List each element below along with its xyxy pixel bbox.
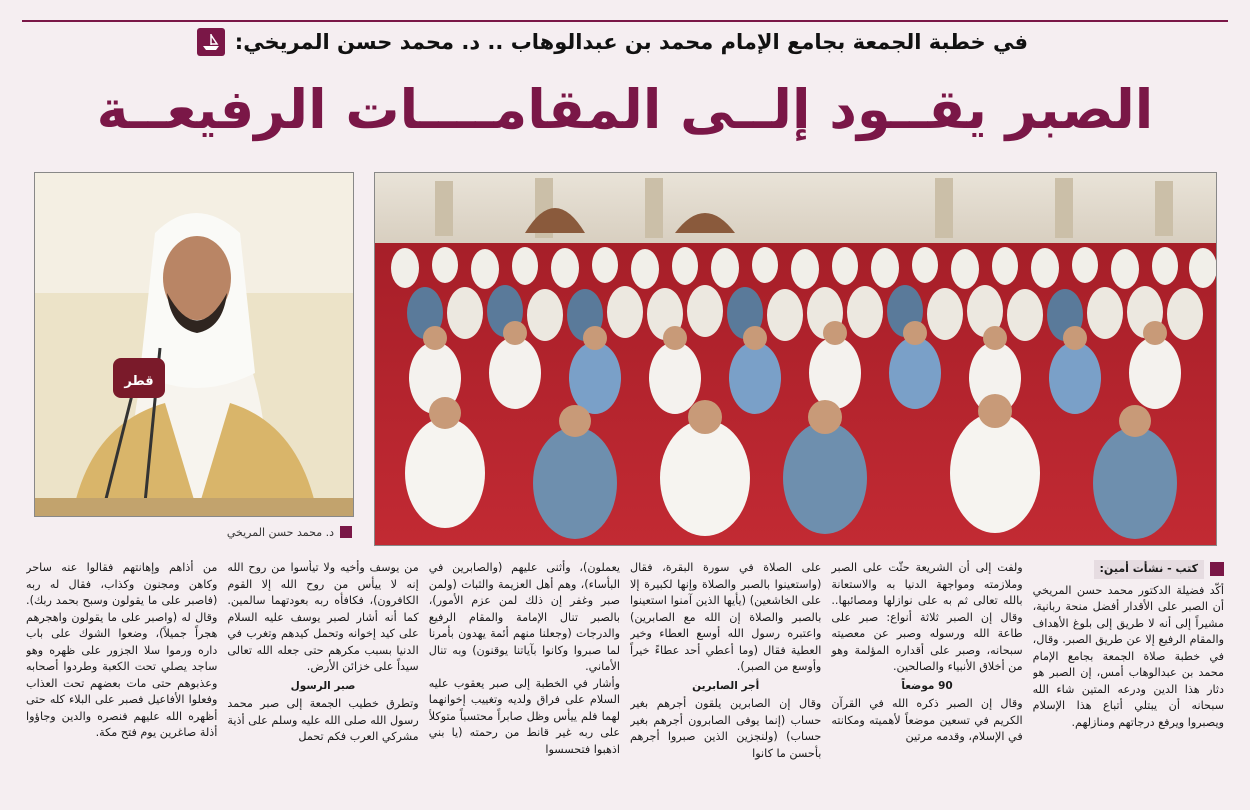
mosque-crowd-illustration: [375, 173, 1216, 545]
subheading: 90 موضعاً: [901, 679, 953, 692]
imam-caption-text: د. محمد حسن المريخي: [226, 525, 334, 539]
imam-photo: [34, 172, 354, 517]
paragraph: وقال إن الصابرين يلقون أجرهم بغير حساب (إنما يوفى الصابرون أجرهم بغير حساب) (ولنجزين الذين صبروا أجرهم بأحسن ما كانوا: [630, 697, 822, 760]
mic-logo-text: قطر: [124, 374, 154, 389]
article-columns: [26, 560, 1224, 800]
article-column-1: [1033, 560, 1224, 800]
paragraph: يعملون)، وأثنى عليهم (والصابرين في البأساء)، وهم أهل العزيمة والثبات (ولمن صبر وغفر إن ذلك لمن عزم الأمور)، بالصبر تنال الإمامة والمقام الرفيع والدرجات (وجعلنا منهم أئمة يهدون بأمرنا لما صبروا وكانوا بآياتنا يوقنون) وبه تنال الأماني.: [428, 561, 621, 673]
byline: كتب - نشأت أمين:: [1094, 560, 1204, 579]
subheading: صبر الرسول: [290, 679, 356, 692]
subheading: أجر الصابرين: [692, 679, 760, 692]
mosque-crowd-photo: [374, 172, 1217, 546]
caption-marker-icon: [340, 526, 352, 538]
paragraph: من يوسف وأخيه ولا تيأسوا من روح الله إنه لا ييأس من روح الله إلا القوم الكافرون)، فكافأه ربه بعودتهما سالمين. كما أنه أشار لصبر يوسف عليه السلام على كيد إخوانه وتحمل كيدهم وتغرب في الدنيا بسبب مكرهم حتى جعله الله تعالى سيداً على خزائن الأرض.: [227, 561, 419, 673]
paragraph: أكّد فضيلة الدكتور محمد حسن المريخي أن الصبر على الأقدار أفضل منحة ربانية، مشيراً إلى أنه لا طريق إلى بلوغ الأهداف والمقام الرفيع إلا عن طريق الصبر. وقال، في خطبة صلاة الجمعة بجامع الإمام محمد بن عبدالوهاب أمس، إن الصبر هو دثار هذا الدين ودرعه المتين شاء الله سبحانه أن يبتلي أتباع هذا الإسلام ويصبروا ويرفع درجاتهم ومنازلهم.: [1032, 583, 1224, 729]
imam-caption: [34, 523, 352, 541]
article-column-6: [26, 560, 217, 800]
imam-portrait-illustration: [35, 173, 353, 516]
section-marker-icon: [1210, 562, 1224, 576]
article-column-2: [831, 560, 1022, 800]
kicker: [197, 28, 1028, 56]
article-column-5: [227, 560, 418, 800]
paragraph: وتطرق خطيب الجمعة إلى صبر محمد رسول الله صلى الله عليه وسلم على أذية مشركي العرب فكم تحمل: [227, 697, 419, 743]
article-column-3: [630, 560, 821, 800]
top-rule: [22, 20, 1228, 22]
paragraph: ولفت إلى أن الشريعة حثّت على الصبر وملازمته ومواجهة الدنيا به والاستعانة بالله تعالى ثم به على نوازلها ومصائبها.. وقال إن الصبر ثلاثة أنواع: صبر على طاعة الله ورسوله وصبر عن معصيته سبحانه، وصبر على أقداره المؤلمة وهو من أخلاق الأنبياء والصالحين.: [831, 561, 1023, 673]
kicker-text: في خطبة الجمعة بجامع الإمام محمد بن عبدالوهاب .. د. محمد حسن المريخي:: [234, 30, 1028, 54]
newspaper-logo-icon: [197, 28, 225, 56]
section-tag: [1033, 560, 1224, 579]
paragraph: وأشار في الخطبة إلى صبر يعقوب عليه السلام على فراق ولديه وتغييب إخوانهما لهما فلم ييأس وظل صابراً محتسباً متوكلاً على ربه غير قانط من رحمته (يا بني اذهبوا فتحسسوا: [428, 676, 621, 756]
paragraph: وقال إن الصبر ذكره الله في القرآن الكريم في تسعين موضعاً لأهميته ومكانته في الإسلام، وقدمه مرتين: [831, 697, 1023, 743]
article-column-4: [429, 560, 620, 800]
headline: الصبر يقــود إلــى المقامــــات الرفيعــة: [96, 78, 1154, 141]
paragraph: من أذاهم وإهانتهم فقالوا عنه ساحر وكاهن ومجنون وكذاب، فقال له ربه (فاصبر على ما يقولون وسبح بحمد ربك). وقال له (واصبر على ما يقولون واهجرهم هجراً جميلاً)، وضعوا الشوك على باب داره ورموا سلا الجزور على ظهره وهو ساجد يصلي تحت الكعبة وطردوا أصحابه وعذبوهم حتى مات بعضهم تحت العذاب وفعلوا الأفاعيل فصبر على البلاء كله حتى أظهره الله عليهم فنصره والدين وجاؤوا أذلة صاغرين يوم فتح مكة.: [26, 561, 218, 739]
paragraph: على الصلاة في سورة البقرة، فقال (واستعينوا بالصبر والصلاة وإنها لكبيرة إلا على الخاشعين) (يأيها الذين آمنوا استعينوا بالصبر والصلاة إن الله مع الصابرين) واعتبره رسول الله أوسع العطاء وخير العطية فقال (وما أعطي أحد عطاءً خيراً وأوسع من الصبر).: [630, 561, 822, 673]
